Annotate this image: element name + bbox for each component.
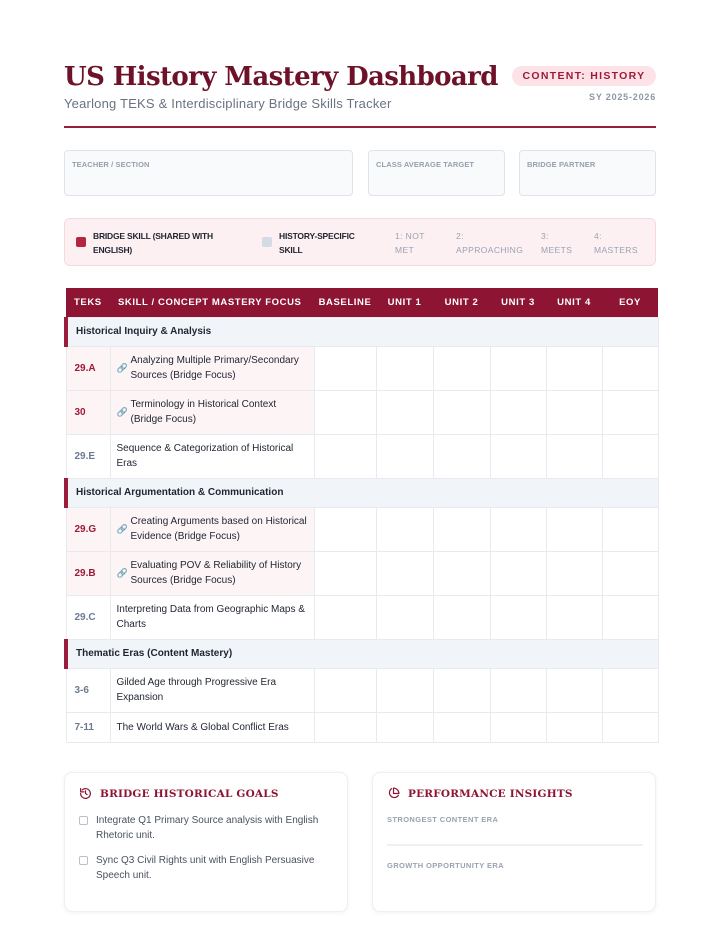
- score-cell[interactable]: [314, 507, 376, 551]
- score-cell[interactable]: [433, 390, 490, 434]
- header-baseline: BASELINE: [314, 288, 376, 317]
- score-cell[interactable]: [546, 507, 602, 551]
- teks-code: 3-6: [66, 668, 110, 712]
- table-row: [66, 595, 658, 639]
- header-teks: TEKS: [66, 288, 110, 317]
- score-cell[interactable]: [376, 551, 433, 595]
- table-row: [66, 507, 658, 551]
- goal-checkbox[interactable]: [79, 856, 88, 865]
- header: [64, 62, 656, 128]
- table-row: [66, 551, 658, 595]
- goals-title: BRIDGE HISTORICAL GOALS: [100, 787, 279, 800]
- score-cell[interactable]: [433, 346, 490, 390]
- history-swatch: [262, 237, 272, 247]
- goal-text: Integrate Q1 Primary Source analysis with English Rhetoric unit.: [96, 815, 319, 841]
- mastery-table: [64, 288, 659, 743]
- table-row: [66, 390, 658, 434]
- class-average-target-label: CLASS AVERAGE TARGET: [376, 160, 475, 169]
- score-cell[interactable]: [376, 507, 433, 551]
- header-unit-1: UNIT 1: [376, 288, 433, 317]
- teks-code: 29.C: [66, 595, 110, 639]
- teks-code: 29.G: [66, 507, 110, 551]
- score-cell[interactable]: [490, 712, 546, 742]
- link-icon: 🔗: [116, 362, 128, 373]
- score-cell[interactable]: [546, 390, 602, 434]
- score-cell[interactable]: [376, 434, 433, 478]
- score-cell[interactable]: [314, 595, 376, 639]
- bridge-partner-field[interactable]: [519, 150, 656, 196]
- score-cell[interactable]: [314, 668, 376, 712]
- header-unit-3: UNIT 3: [490, 288, 546, 317]
- insights-title: PERFORMANCE INSIGHTS: [408, 787, 573, 800]
- link-icon: 🔗: [116, 406, 128, 417]
- goal-checkbox[interactable]: [79, 816, 88, 825]
- strongest-era-input[interactable]: [387, 844, 643, 846]
- skill-text: Sequence & Categorization of Historical Eras: [110, 434, 314, 478]
- content-badge: CONTENT: HISTORY: [512, 66, 656, 86]
- pie-chart-icon: [387, 787, 400, 800]
- legend-history: HISTORY-SPECIFIC SKILL: [279, 231, 355, 255]
- table-row: [66, 434, 658, 478]
- legend-bridge: BRIDGE SKILL (SHARED WITH ENGLISH): [93, 231, 213, 255]
- score-cell[interactable]: [602, 434, 658, 478]
- score-cell[interactable]: [433, 712, 490, 742]
- score-cell[interactable]: [376, 668, 433, 712]
- score-cell[interactable]: [490, 507, 546, 551]
- table-row: [66, 346, 658, 390]
- legend-level-3: 3: MEETS: [541, 231, 573, 255]
- score-cell[interactable]: [546, 346, 602, 390]
- table-header-row: [66, 288, 658, 317]
- teks-code: 29.E: [66, 434, 110, 478]
- score-cell[interactable]: [490, 668, 546, 712]
- skill-text: Analyzing Multiple Primary/Secondary Sources (Bridge Focus): [130, 355, 299, 381]
- score-cell[interactable]: [602, 346, 658, 390]
- header-unit-2: UNIT 2: [433, 288, 490, 317]
- header-unit-4: UNIT 4: [546, 288, 602, 317]
- category-title: Historical Argumentation & Communication: [66, 478, 658, 507]
- score-cell[interactable]: [314, 712, 376, 742]
- legend-level-4: 4: MASTERS: [594, 231, 638, 255]
- category-title: Historical Inquiry & Analysis: [66, 317, 658, 346]
- page-title: US History Mastery Dashboard: [64, 62, 498, 92]
- score-cell[interactable]: [376, 390, 433, 434]
- score-cell[interactable]: [376, 595, 433, 639]
- growth-era-label: GROWTH OPPORTUNITY ERA: [387, 861, 504, 870]
- teks-code: 30: [66, 390, 110, 434]
- teks-code: 29.B: [66, 551, 110, 595]
- bridge-partner-label: BRIDGE PARTNER: [527, 160, 596, 169]
- score-cell[interactable]: [376, 712, 433, 742]
- teks-code: 7-11: [66, 712, 110, 742]
- score-cell[interactable]: [602, 668, 658, 712]
- legend-level-2: 2: APPROACHING: [456, 231, 524, 255]
- score-cell[interactable]: [602, 712, 658, 742]
- category-title: Thematic Eras (Content Mastery): [66, 639, 658, 668]
- strongest-era-label: STRONGEST CONTENT ERA: [387, 815, 499, 824]
- skill-text: Terminology in Historical Context (Bridge Focus): [130, 399, 277, 425]
- teacher-section-label: TEACHER / SECTION: [72, 160, 150, 169]
- score-cell[interactable]: [602, 390, 658, 434]
- score-cell[interactable]: [433, 434, 490, 478]
- table-row: [66, 668, 658, 712]
- table-row: [66, 712, 658, 742]
- skill-text: Gilded Age through Progressive Era Expansion: [110, 668, 314, 712]
- goals-card: [64, 772, 348, 912]
- score-cell[interactable]: [602, 595, 658, 639]
- score-cell[interactable]: [490, 390, 546, 434]
- score-cell[interactable]: [314, 346, 376, 390]
- score-cell[interactable]: [546, 595, 602, 639]
- category-row: [66, 639, 658, 668]
- goal-item[interactable]: [79, 813, 329, 843]
- school-year: SY 2025-2026: [589, 92, 656, 102]
- score-cell[interactable]: [490, 551, 546, 595]
- link-icon: 🔗: [116, 567, 128, 578]
- score-cell[interactable]: [602, 507, 658, 551]
- score-cell[interactable]: [546, 712, 602, 742]
- goal-item[interactable]: [79, 853, 329, 883]
- score-cell[interactable]: [546, 434, 602, 478]
- legend: [64, 218, 656, 266]
- skill-text: Creating Arguments based on Historical Evidence (Bridge Focus): [130, 516, 307, 542]
- score-cell[interactable]: [433, 595, 490, 639]
- header-eoy: EOY: [602, 288, 658, 317]
- score-cell[interactable]: [433, 551, 490, 595]
- score-cell[interactable]: [314, 434, 376, 478]
- score-cell[interactable]: [602, 551, 658, 595]
- header-divider: [64, 126, 656, 128]
- insights-card: [372, 772, 656, 912]
- category-row: [66, 317, 658, 346]
- score-cell[interactable]: [314, 551, 376, 595]
- score-cell[interactable]: [314, 390, 376, 434]
- bridge-swatch: [76, 237, 86, 247]
- score-cell[interactable]: [490, 346, 546, 390]
- header-skill: SKILL / CONCEPT MASTERY FOCUS: [110, 288, 314, 317]
- score-cell[interactable]: [376, 346, 433, 390]
- score-cell[interactable]: [490, 595, 546, 639]
- score-cell[interactable]: [546, 668, 602, 712]
- score-cell[interactable]: [433, 668, 490, 712]
- skill-text: The World Wars & Global Conflict Eras: [110, 712, 314, 742]
- score-cell[interactable]: [433, 507, 490, 551]
- class-average-target-field[interactable]: [368, 150, 505, 196]
- category-row: [66, 478, 658, 507]
- score-cell[interactable]: [546, 551, 602, 595]
- history-icon: [79, 787, 92, 800]
- teacher-section-field[interactable]: [64, 150, 353, 196]
- goal-text: Sync Q3 Civil Rights unit with English Persuasive Speech unit.: [96, 855, 315, 881]
- skill-text: Evaluating POV & Reliability of History Sources (Bridge Focus): [130, 560, 302, 586]
- legend-level-1: 1: NOT MET: [395, 231, 425, 255]
- skill-text: Interpreting Data from Geographic Maps & Charts: [110, 595, 314, 639]
- page-subtitle: Yearlong TEKS & Interdisciplinary Bridge Skills Tracker: [64, 96, 392, 111]
- score-cell[interactable]: [490, 434, 546, 478]
- teks-code: 29.A: [66, 346, 110, 390]
- link-icon: 🔗: [116, 523, 128, 534]
